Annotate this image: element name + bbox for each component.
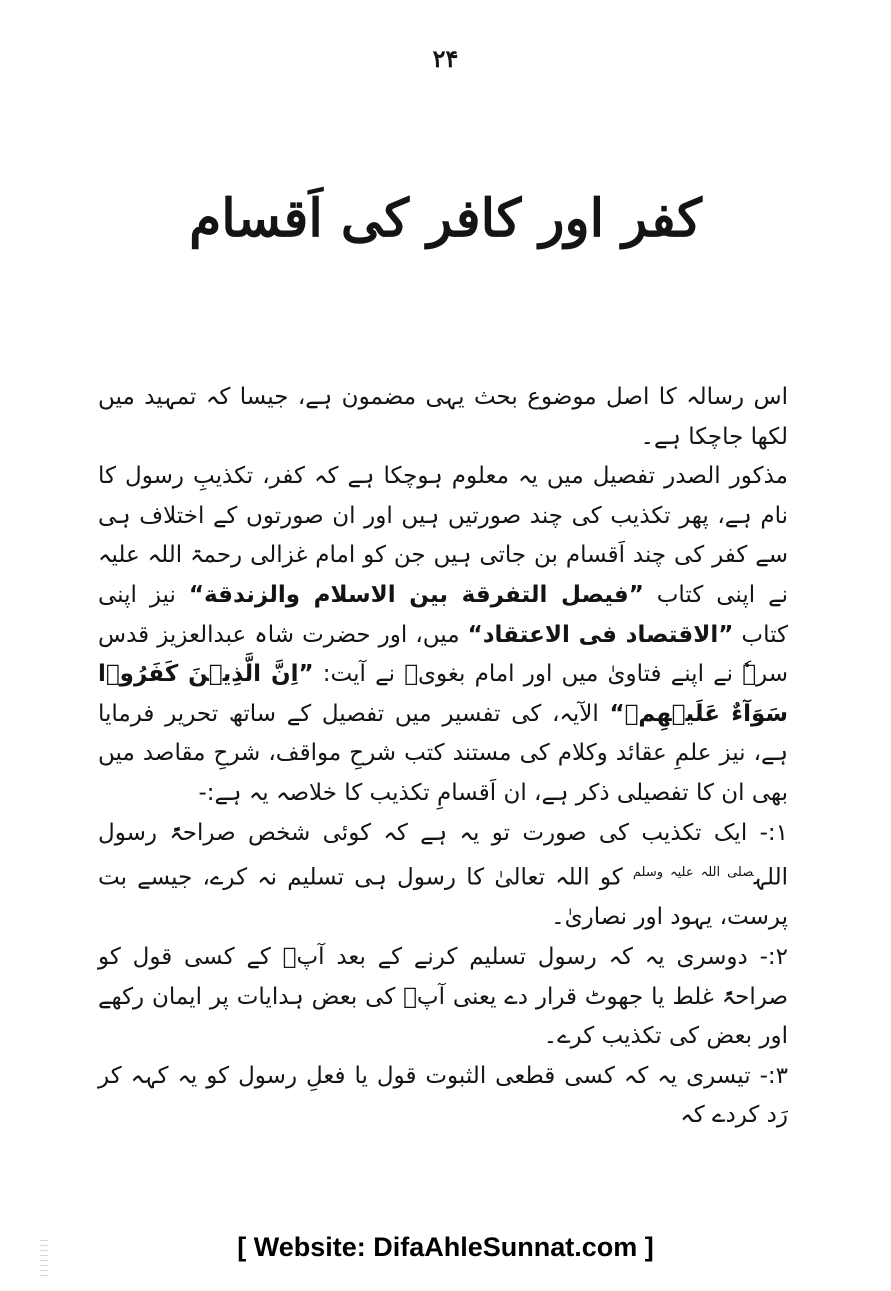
paragraph-details-part-b: نیز اپنی کتاب (98, 581, 788, 648)
point-3: ۳:- تیسری یہ کہ کسی قطعی الثبوت قول یا فعلِ رسول کو یہ کہہ کر رَد کردے کہ (98, 1062, 788, 1129)
point-1-part-b: کو اللہ تعالیٰ کا رسول ہی تسلیم نہ کرے، جیسے بت پرست، یہود اور نصاریٰ۔ (98, 864, 788, 931)
paragraph-details-part-c: میں، اور حضرت شاہ عبدالعزیز قدس سرہٗ نے اپنے فتاویٰ میں اور امام بغویؒ نے آیت: (98, 621, 789, 688)
point-1-part-a: ۱:- ایک تکذیب کی صورت تو یہ ہے کہ کوئی شخص صراحۃً رسول اللہ (98, 819, 789, 891)
salawat-ligature: صلی اللہ علیہ وسلم (632, 865, 754, 881)
website-footer: [ Website: DifaAhleSunnat.com ] (237, 1232, 654, 1262)
body-text (98, 378, 788, 1136)
paragraph-details (98, 457, 788, 813)
paragraph-details-part-d: الآیہ، کی تفسیر میں تفصیل کے ساتھ تحریر فرمایا ہے، نیز علمِ عقائد وکلام کی مستند کتب شرحِ مواقف، شرحِ مقاصد میں بھی ان کا تفصیلی ذکر ہے، ان اَقسامِ تکذیب کا خلاصہ یہ ہے:- (98, 700, 788, 806)
book-title-iqtisad: ”الاقتصاد فی الاعتقاد“ (467, 621, 734, 648)
page-number: ۲۴ (432, 44, 459, 73)
paragraph-details-part-a: مذکور الصدر تفصیل میں یہ معلوم ہوچکا ہے کہ کفر، تکذیبِ رسول کا نام ہے، پھر تکذیب کی چند صورتیں ہیں اور ان صورتوں کے اختلاف ہی سے کفر کی چند اَقسام بن جاتی ہیں جن کو امام غزالی رحمۃ اللہ علیہ نے اپنی کتاب (98, 463, 788, 608)
point-2: ۲:- دوسری یہ کہ رسول تسلیم کرنے کے بعد آپؐ کے کسی قول کو صراحۃً غلط یا جھوٹ قرار دے یعنی آپؐ کی بعض ہدایات پر ایمان رکھے اور بعض کی تکذیب کرے۔ (98, 943, 788, 1050)
chapter-title: کفر اور کافر کی اَقسام (189, 188, 702, 249)
paragraph-intro: اس رسالہ کا اصل موضوع بحث یہی مضمون ہے، جیسا کہ تمہید میں لکھا جاچکا ہے۔ (98, 384, 788, 450)
point-1 (98, 814, 788, 938)
quran-verse: ”اِنَّ الَّذِیۡنَ کَفَرُوۡا سَوَآءٌ عَلَیۡهِمۡ“ (98, 661, 788, 727)
book-title-faisal: ”فیصل التفرقة بین الاسلام والزندقة“ (188, 581, 644, 608)
